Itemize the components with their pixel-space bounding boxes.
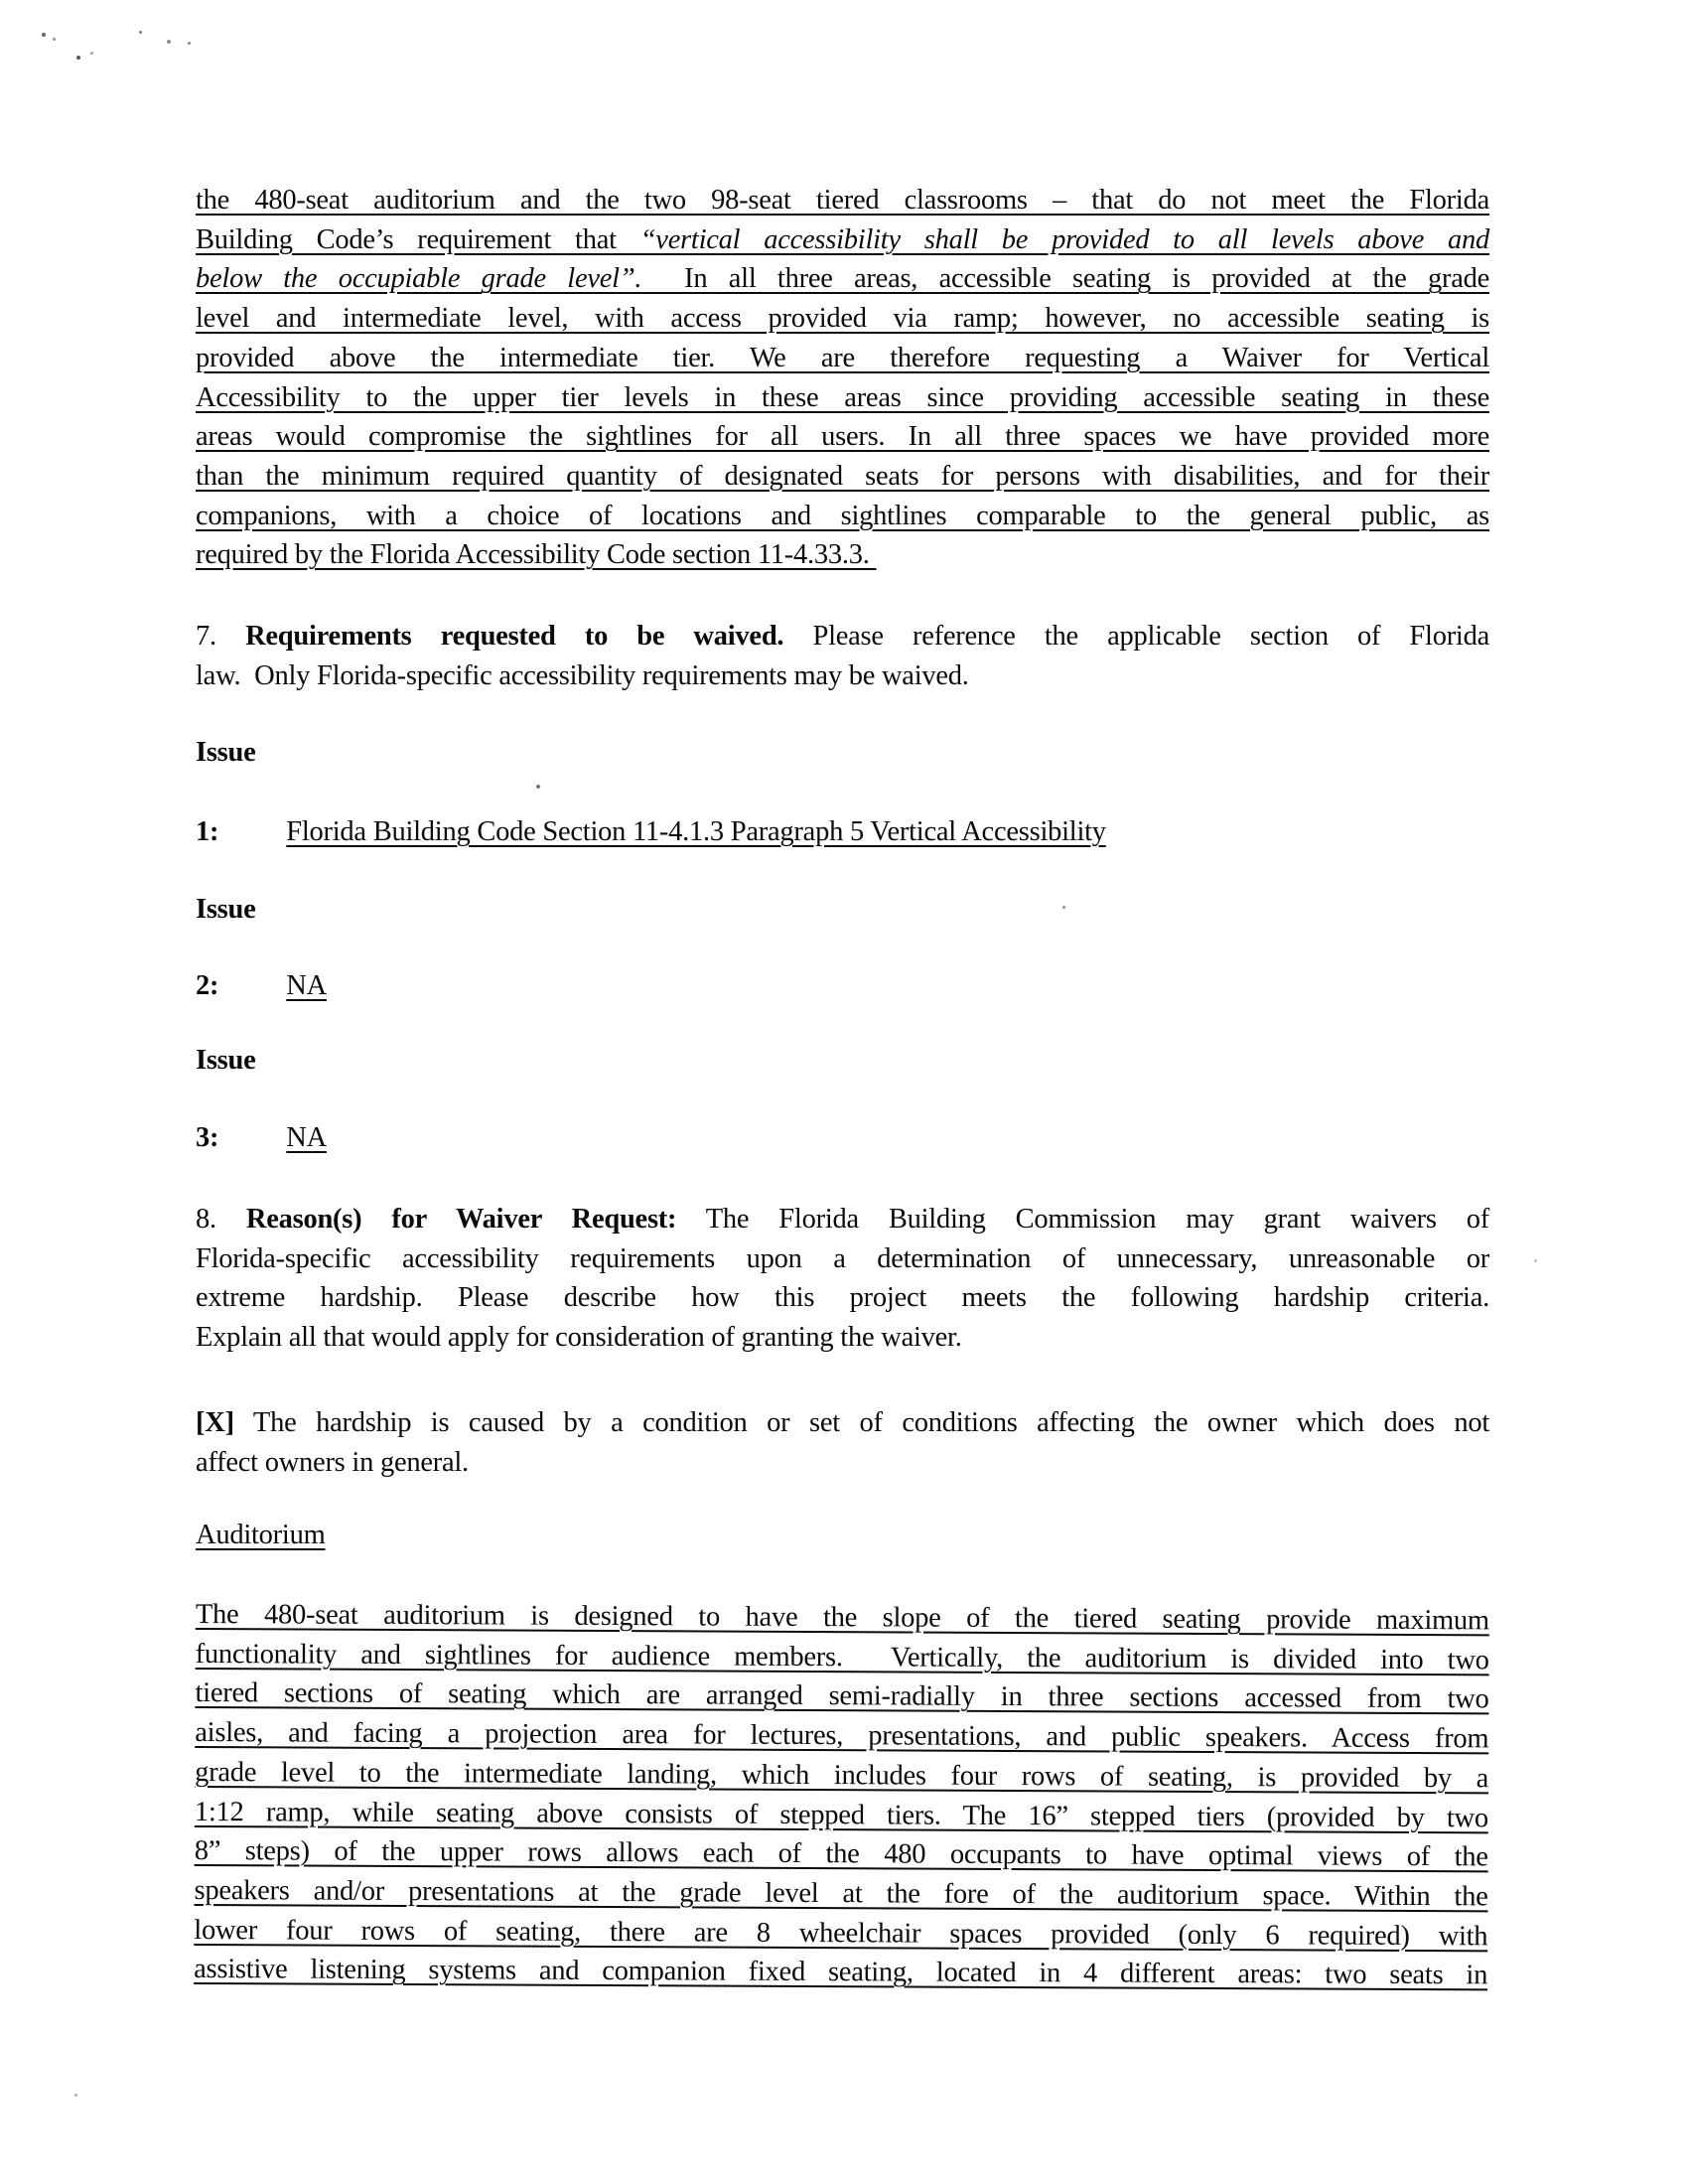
text-line	[196, 1443, 1489, 1483]
text-line	[196, 457, 1489, 497]
text-line	[196, 1403, 1489, 1443]
text-run: Auditorium	[196, 1520, 326, 1550]
text-line	[196, 617, 1489, 656]
issue-item-2	[196, 966, 1489, 1006]
text-line	[196, 1516, 1489, 1555]
section-7-paragraph	[196, 617, 1489, 695]
text-line	[196, 417, 1489, 457]
text-run: Explain all that would apply for consideration of granting the waiver.	[196, 1322, 962, 1354]
text-line	[196, 656, 1489, 696]
text-run: required by the Florida Accessibility Code section 11-4.33.3.	[196, 539, 877, 571]
scan-speck	[536, 785, 540, 789]
text-run: Building Code’s requirement that	[196, 223, 640, 255]
auditorium-paragraph	[194, 1595, 1489, 1995]
text-line	[194, 1911, 1487, 1957]
scan-speck	[380, 515, 383, 518]
text-run: 3:	[196, 1122, 219, 1153]
text-run: 8.	[196, 1204, 246, 1235]
text-line	[196, 1278, 1489, 1318]
text-run: aisles, and facing a projection area for lectures, presentations, and public speakers. Access from	[195, 1717, 1489, 1755]
text-line	[195, 1793, 1488, 1838]
text-line	[196, 535, 1489, 575]
text-line	[195, 1753, 1488, 1799]
text-run: Reason(s) for Waiver Request:	[245, 1204, 677, 1235]
text-line	[196, 966, 1489, 1006]
text-run: NA	[286, 1122, 327, 1153]
text-line	[196, 733, 1489, 773]
text-run: assistive listening systems and companion fixed seating, located in 4 different areas: two seats in	[194, 1954, 1488, 1991]
text-run: affect owners in general.	[196, 1446, 469, 1478]
text-run: 2:	[196, 970, 219, 1001]
text-run: 7.	[196, 621, 246, 652]
section-8-paragraph	[196, 1200, 1489, 1358]
text-line	[194, 1871, 1487, 1917]
text-run: 1:	[196, 816, 219, 847]
text-run: provided above the intermediate tier. We are therefore requesting a Waiver for Vertical	[196, 342, 1489, 373]
issue-item-1	[196, 812, 1489, 852]
text-run: companions, with a choice of locations and sightlines comparable to the general public, as	[196, 500, 1489, 531]
text-line	[196, 339, 1489, 378]
text-run: Issue	[196, 894, 256, 925]
text-run: 8” steps) of the upper rows allows each of the 480 occupants to have optimal views of the	[194, 1835, 1488, 1873]
text-line	[196, 220, 1489, 260]
issue-heading-2	[196, 890, 1489, 930]
text-line	[196, 259, 1489, 299]
text-run: lower four rows of seating, there are 8 wheelchair spaces provided (only 6 required) with	[194, 1914, 1488, 1952]
issue-item-3	[196, 1118, 1489, 1158]
issue-heading-1	[196, 733, 1489, 773]
issue-heading-3	[196, 1041, 1489, 1081]
text-run: 1:12 ramp, while seating above consists of stepped tiers. The 16” stepped tiers (provided by two	[194, 1796, 1488, 1833]
text-line	[195, 1674, 1488, 1719]
text-run: the 480-seat auditorium and the two 98-seat tiered classrooms – that do not meet the Florida	[196, 185, 1489, 216]
text-line	[196, 1595, 1489, 1641]
text-run: below the occupiable grade level”.	[196, 263, 642, 295]
text-line	[195, 1713, 1488, 1759]
intro-paragraph	[196, 181, 1489, 575]
scan-speck	[1062, 906, 1065, 909]
text-run: The Florida Building Commission may grant waivers of	[676, 1204, 1490, 1235]
scan-speck	[76, 56, 80, 60]
text-line	[196, 1318, 1489, 1358]
text-run: Requirements requested to be waived.	[245, 621, 784, 652]
text-run: law. Only Florida-specific accessibility requirements may be waived.	[196, 659, 969, 691]
text-run: “vertical accessibility shall be provided to all levels above and	[639, 223, 1490, 255]
text-line	[195, 1831, 1488, 1877]
text-run: areas would compromise the sightlines for all users. In all three spaces we have provided more	[196, 421, 1489, 453]
text-run: Accessibility to the upper tier levels in these areas since providing accessible seating in these	[196, 381, 1489, 413]
text-run: Issue	[196, 737, 256, 768]
scan-speck	[42, 33, 46, 37]
text-run: Florida-specific accessibility requirements upon a determination of unnecessary, unreasonable or	[196, 1242, 1489, 1274]
text-run: speakers and/or presentations at the grade level at the fore of the auditorium space. Within the	[194, 1874, 1488, 1913]
scan-speck	[90, 52, 93, 55]
text-run: Issue	[196, 1045, 256, 1076]
scan-speck	[1534, 1259, 1537, 1262]
hardship-checkbox-paragraph	[196, 1403, 1489, 1482]
text-run: level and intermediate level, with access provided via ramp; however, no accessible seating is	[196, 303, 1489, 335]
auditorium-heading	[196, 1516, 1489, 1555]
text-line	[196, 812, 1489, 852]
text-line	[194, 1950, 1487, 1995]
text-run: tiered sections of seating which are arranged semi-radially in three sections accessed from two	[195, 1677, 1489, 1715]
text-run: The hardship is caused by a condition or set of conditions affecting the owner which does not	[233, 1407, 1489, 1438]
text-run: functionality and sightlines for audience members. Vertically, the auditorium is divided into two	[195, 1638, 1489, 1676]
text-run: In all three areas, accessible seating is provided at the grade	[641, 263, 1490, 295]
text-run: Florida Building Code Section 11-4.1.3 Paragraph 5 Vertical Accessibility	[286, 816, 1106, 847]
text-line	[196, 1041, 1489, 1081]
text-run: than the minimum required quantity of designated seats for persons with disabilities, and for their	[196, 460, 1489, 492]
text-line	[196, 497, 1489, 536]
text-run: The 480-seat auditorium is designed to have the slope of the tiered seating provide maximum	[195, 1599, 1489, 1637]
text-run: NA	[286, 970, 327, 1001]
text-line	[196, 181, 1489, 220]
text-line	[196, 1200, 1489, 1239]
text-run: Please reference the applicable section of Florida	[783, 621, 1490, 652]
scan-speck	[74, 2094, 77, 2097]
scan-speck	[53, 38, 56, 41]
scan-speck	[188, 42, 191, 45]
text-line	[196, 1635, 1489, 1680]
text-run: extreme hardship. Please describe how this project meets the following hardship criteria.	[196, 1282, 1489, 1314]
text-line	[196, 299, 1489, 339]
scan-speck	[139, 31, 142, 34]
text-line	[196, 1239, 1489, 1279]
text-line	[196, 890, 1489, 930]
text-run: [X]	[196, 1407, 234, 1438]
scan-speck	[167, 40, 171, 44]
text-line	[196, 1118, 1489, 1158]
text-run: grade level to the intermediate landing, which includes four rows of seating, is provided by a	[195, 1756, 1489, 1795]
text-line	[196, 378, 1489, 418]
